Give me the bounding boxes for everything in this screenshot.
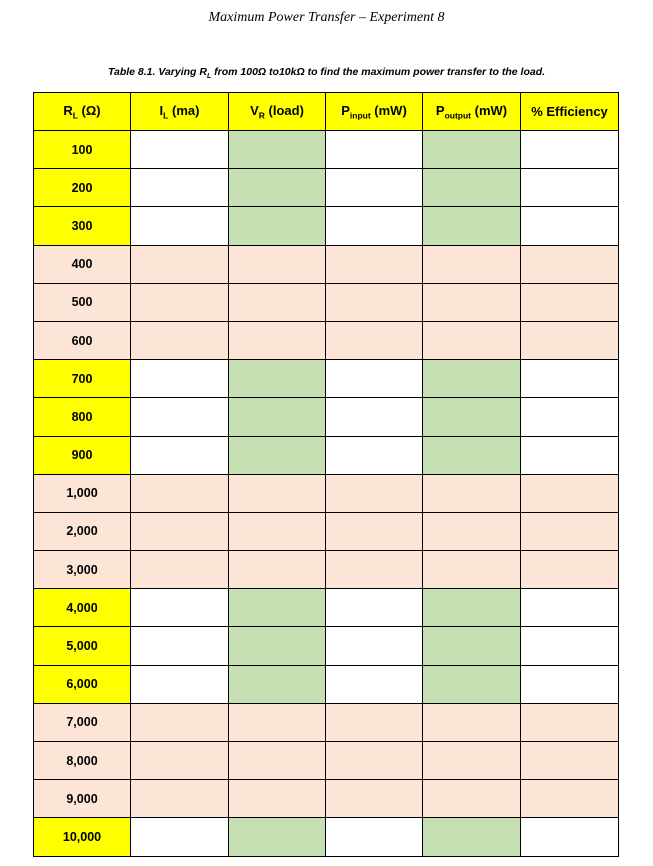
il-cell[interactable] bbox=[131, 703, 229, 741]
header-poutput: $P_{output}$ (mW) bbox=[423, 93, 521, 131]
vr-cell[interactable] bbox=[229, 131, 326, 169]
pinput-cell[interactable] bbox=[326, 818, 423, 856]
poutput-cell[interactable] bbox=[423, 283, 521, 321]
vr-cell[interactable] bbox=[229, 398, 326, 436]
efficiency-cell[interactable] bbox=[521, 321, 619, 359]
document-title: Maximum Power Transfer – Experiment 8 bbox=[208, 10, 445, 25]
efficiency-cell[interactable] bbox=[521, 131, 619, 169]
il-cell[interactable] bbox=[131, 742, 229, 780]
poutput-cell[interactable] bbox=[423, 818, 521, 856]
header-il: $I_L$ (ma) bbox=[131, 93, 229, 131]
il-cell[interactable] bbox=[131, 207, 229, 245]
rl-value-cell: 600 bbox=[34, 321, 131, 359]
poutput-cell[interactable] bbox=[423, 627, 521, 665]
poutput-cell[interactable] bbox=[423, 245, 521, 283]
poutput-cell[interactable] bbox=[423, 589, 521, 627]
table-row bbox=[34, 551, 619, 589]
table-row bbox=[34, 589, 619, 627]
rl-value-cell: 5,000 bbox=[34, 627, 131, 665]
il-cell[interactable] bbox=[131, 436, 229, 474]
rl-value-cell: 3,000 bbox=[34, 551, 131, 589]
vr-cell[interactable] bbox=[229, 742, 326, 780]
efficiency-cell[interactable] bbox=[521, 245, 619, 283]
vr-cell[interactable] bbox=[229, 360, 326, 398]
vr-cell[interactable] bbox=[229, 207, 326, 245]
rl-value-cell: 4,000 bbox=[34, 589, 131, 627]
vr-cell[interactable] bbox=[229, 283, 326, 321]
vr-cell[interactable] bbox=[229, 703, 326, 741]
rl-value-cell: 8,000 bbox=[34, 742, 131, 780]
table-row bbox=[34, 474, 619, 512]
pinput-cell[interactable] bbox=[326, 321, 423, 359]
poutput-cell[interactable] bbox=[423, 703, 521, 741]
rl-value-cell: 6,000 bbox=[34, 665, 131, 703]
table-row bbox=[34, 207, 619, 245]
poutput-cell[interactable] bbox=[423, 551, 521, 589]
vr-cell[interactable] bbox=[229, 245, 326, 283]
rl-value-cell: 9,000 bbox=[34, 780, 131, 818]
rl-value-cell: 7,000 bbox=[34, 703, 131, 741]
vr-cell[interactable] bbox=[229, 589, 326, 627]
efficiency-cell[interactable] bbox=[521, 436, 619, 474]
rl-value-cell: 2,000 bbox=[34, 512, 131, 550]
efficiency-cell[interactable] bbox=[521, 169, 619, 207]
poutput-cell[interactable] bbox=[423, 398, 521, 436]
efficiency-cell[interactable] bbox=[521, 818, 619, 856]
pinput-cell[interactable] bbox=[326, 436, 423, 474]
efficiency-cell[interactable] bbox=[521, 589, 619, 627]
table-row bbox=[34, 169, 619, 207]
table-row bbox=[34, 665, 619, 703]
il-cell[interactable] bbox=[131, 131, 229, 169]
vr-cell[interactable] bbox=[229, 780, 326, 818]
pinput-cell[interactable] bbox=[326, 360, 423, 398]
caption-part2: from 100Ω to10kΩ to find the maximum power transfer to the load. bbox=[211, 66, 546, 78]
efficiency-cell[interactable] bbox=[521, 627, 619, 665]
pinput-cell[interactable] bbox=[326, 283, 423, 321]
header-efficiency: % Efficiency bbox=[521, 93, 619, 131]
table-row bbox=[34, 131, 619, 169]
pinput-cell[interactable] bbox=[326, 780, 423, 818]
efficiency-cell[interactable] bbox=[521, 207, 619, 245]
efficiency-cell[interactable] bbox=[521, 551, 619, 589]
rl-value-cell: 10,000 bbox=[34, 818, 131, 856]
vr-cell[interactable] bbox=[229, 436, 326, 474]
il-cell[interactable] bbox=[131, 360, 229, 398]
efficiency-cell[interactable] bbox=[521, 474, 619, 512]
il-cell[interactable] bbox=[131, 283, 229, 321]
pinput-cell[interactable] bbox=[326, 169, 423, 207]
efficiency-cell[interactable] bbox=[521, 703, 619, 741]
table-row bbox=[34, 627, 619, 665]
rl-value-cell: 400 bbox=[34, 245, 131, 283]
pinput-cell[interactable] bbox=[326, 703, 423, 741]
caption-subscript: L bbox=[206, 73, 212, 81]
efficiency-cell[interactable] bbox=[521, 665, 619, 703]
vr-cell[interactable] bbox=[229, 512, 326, 550]
table-row bbox=[34, 398, 619, 436]
poutput-cell[interactable] bbox=[423, 474, 521, 512]
rl-value-cell: 500 bbox=[34, 283, 131, 321]
vr-cell[interactable] bbox=[229, 665, 326, 703]
efficiency-cell[interactable] bbox=[521, 360, 619, 398]
table-row bbox=[34, 436, 619, 474]
il-cell[interactable] bbox=[131, 665, 229, 703]
header-vr: $V_R$ (load) bbox=[229, 93, 326, 131]
il-cell[interactable] bbox=[131, 474, 229, 512]
il-cell[interactable] bbox=[131, 169, 229, 207]
table-row bbox=[34, 321, 619, 359]
pinput-cell[interactable] bbox=[326, 589, 423, 627]
efficiency-cell[interactable] bbox=[521, 283, 619, 321]
table-row bbox=[34, 742, 619, 780]
poutput-cell[interactable] bbox=[423, 780, 521, 818]
poutput-cell[interactable] bbox=[423, 169, 521, 207]
il-cell[interactable] bbox=[131, 627, 229, 665]
vr-cell[interactable] bbox=[229, 818, 326, 856]
pinput-cell[interactable] bbox=[326, 512, 423, 550]
il-cell[interactable] bbox=[131, 551, 229, 589]
vr-cell[interactable] bbox=[229, 169, 326, 207]
table-caption bbox=[0, 66, 653, 80]
data-table bbox=[33, 92, 619, 857]
efficiency-cell[interactable] bbox=[521, 512, 619, 550]
rl-value-cell: 900 bbox=[34, 436, 131, 474]
il-cell[interactable] bbox=[131, 398, 229, 436]
table-row bbox=[34, 283, 619, 321]
table-row bbox=[34, 512, 619, 550]
poutput-cell[interactable] bbox=[423, 321, 521, 359]
poutput-cell[interactable] bbox=[423, 207, 521, 245]
il-cell[interactable] bbox=[131, 512, 229, 550]
efficiency-cell[interactable] bbox=[521, 398, 619, 436]
header-rl: $R_L$ (Ω) bbox=[34, 93, 131, 131]
pinput-cell[interactable] bbox=[326, 742, 423, 780]
il-cell[interactable] bbox=[131, 818, 229, 856]
rl-value-cell: 1,000 bbox=[34, 474, 131, 512]
il-cell[interactable] bbox=[131, 589, 229, 627]
rl-value-cell: 800 bbox=[34, 398, 131, 436]
il-cell[interactable] bbox=[131, 780, 229, 818]
table-row bbox=[34, 245, 619, 283]
vr-cell[interactable] bbox=[229, 474, 326, 512]
vr-cell[interactable] bbox=[229, 627, 326, 665]
table-row bbox=[34, 703, 619, 741]
poutput-cell[interactable] bbox=[423, 512, 521, 550]
pinput-cell[interactable] bbox=[326, 398, 423, 436]
vr-cell[interactable] bbox=[229, 551, 326, 589]
pinput-cell[interactable] bbox=[326, 207, 423, 245]
poutput-cell[interactable] bbox=[423, 360, 521, 398]
rl-value-cell: 300 bbox=[34, 207, 131, 245]
table-row bbox=[34, 780, 619, 818]
poutput-cell[interactable] bbox=[423, 665, 521, 703]
rl-value-cell: 700 bbox=[34, 360, 131, 398]
efficiency-cell[interactable] bbox=[521, 780, 619, 818]
table-row bbox=[34, 360, 619, 398]
pinput-cell[interactable] bbox=[326, 131, 423, 169]
header-pinput: $P_{input}$ (mW) bbox=[326, 93, 423, 131]
efficiency-cell[interactable] bbox=[521, 742, 619, 780]
poutput-cell[interactable] bbox=[423, 436, 521, 474]
caption-part1: Table 8.1. Varying R bbox=[107, 66, 207, 78]
poutput-cell[interactable] bbox=[423, 742, 521, 780]
rl-value-cell: 100 bbox=[34, 131, 131, 169]
header-row bbox=[34, 93, 619, 131]
il-cell[interactable] bbox=[131, 245, 229, 283]
pinput-cell[interactable] bbox=[326, 474, 423, 512]
vr-cell[interactable] bbox=[229, 321, 326, 359]
rl-value-cell: 200 bbox=[34, 169, 131, 207]
poutput-cell[interactable] bbox=[423, 131, 521, 169]
pinput-cell[interactable] bbox=[326, 551, 423, 589]
il-cell[interactable] bbox=[131, 321, 229, 359]
pinput-cell[interactable] bbox=[326, 627, 423, 665]
pinput-cell[interactable] bbox=[326, 665, 423, 703]
table-row bbox=[34, 818, 619, 856]
pinput-cell[interactable] bbox=[326, 245, 423, 283]
